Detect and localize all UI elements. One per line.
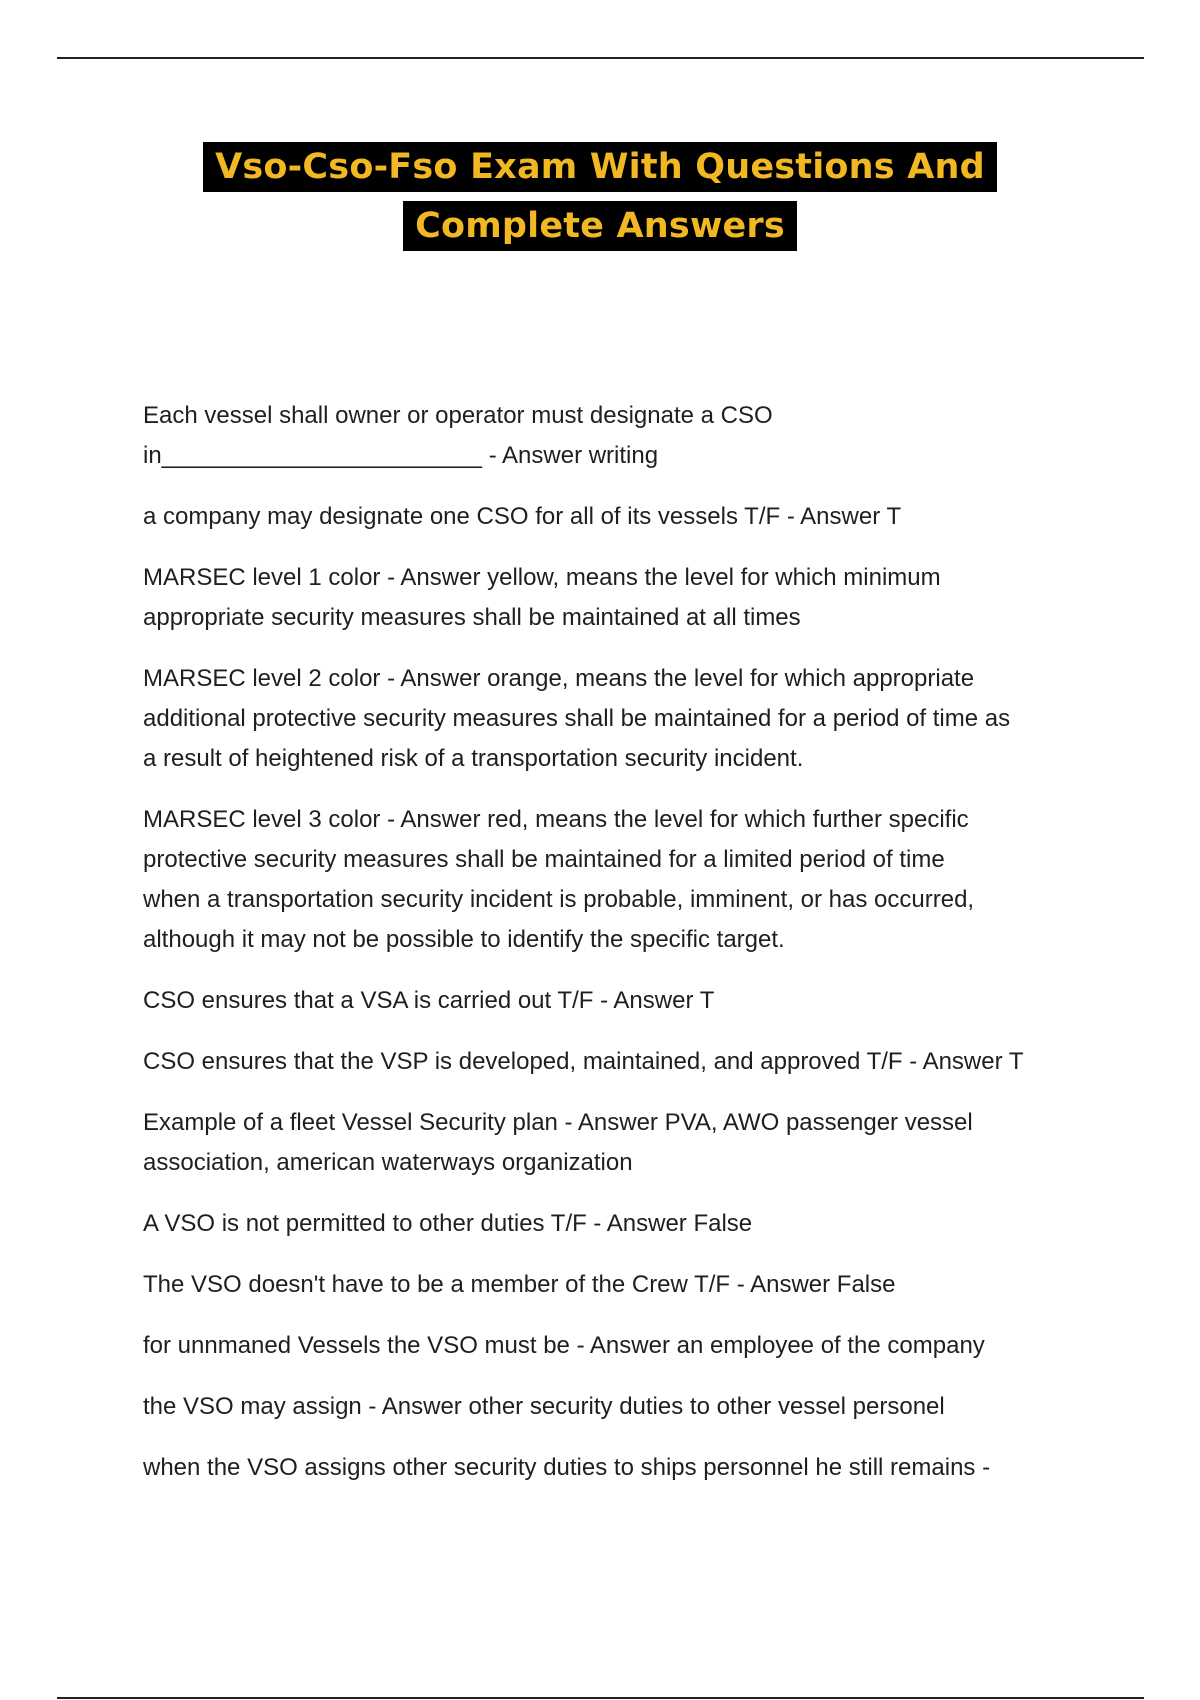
footer-rule [57, 1697, 1144, 1699]
qa-item: for unnmaned Vessels the VSO must be - Answer an employee of the company [143, 1332, 985, 1359]
qa-item: the VSO may assign - Answer other security duties to other vessel personel [143, 1393, 945, 1420]
qa-item: MARSEC level 3 color - Answer red, means the level for which further specific protective security measures shall be maintained for a limited period of time when a transportation security incident is probable, imminent, or has occurred, although it may not be possible to identify the specific target. [143, 806, 975, 953]
qa-item: MARSEC level 2 color - Answer orange, means the level for which appropriate additional protective security measures shall be maintained for a period of time as a result of heightened risk of a transportation security incident. [143, 665, 1011, 772]
qa-item: A VSO is not permitted to other duties T/F - Answer False [143, 1210, 753, 1237]
qa-item: a company may designate one CSO for all of its vessels T/F - Answer T [143, 503, 902, 530]
document-title [0, 142, 1200, 251]
qa-item: CSO ensures that a VSA is carried out T/F - Answer T [143, 987, 715, 1014]
qa-item: Example of a fleet Vessel Security plan - Answer PVA, AWO passenger vessel association, american waterways organization [143, 1109, 973, 1176]
qa-list [143, 396, 1103, 1509]
qa-item: when the VSO assigns other security duties to ships personnel he still remains - [143, 1454, 991, 1481]
qa-item: Each vessel shall owner or operator must designate a CSO in________________________ - Answer writing [143, 402, 773, 469]
qa-item: MARSEC level 1 color - Answer yellow, means the level for which minimum appropriate security measures shall be maintained at all times [143, 564, 941, 631]
title-line-1: Vso-Cso-Fso Exam With Questions And [203, 142, 997, 192]
title-line-2: Complete Answers [403, 201, 797, 251]
qa-item: CSO ensures that the VSP is developed, maintained, and approved T/F - Answer T [143, 1048, 1024, 1075]
header-rule [57, 57, 1144, 59]
qa-item: The VSO doesn't have to be a member of the Crew T/F - Answer False [143, 1271, 896, 1298]
